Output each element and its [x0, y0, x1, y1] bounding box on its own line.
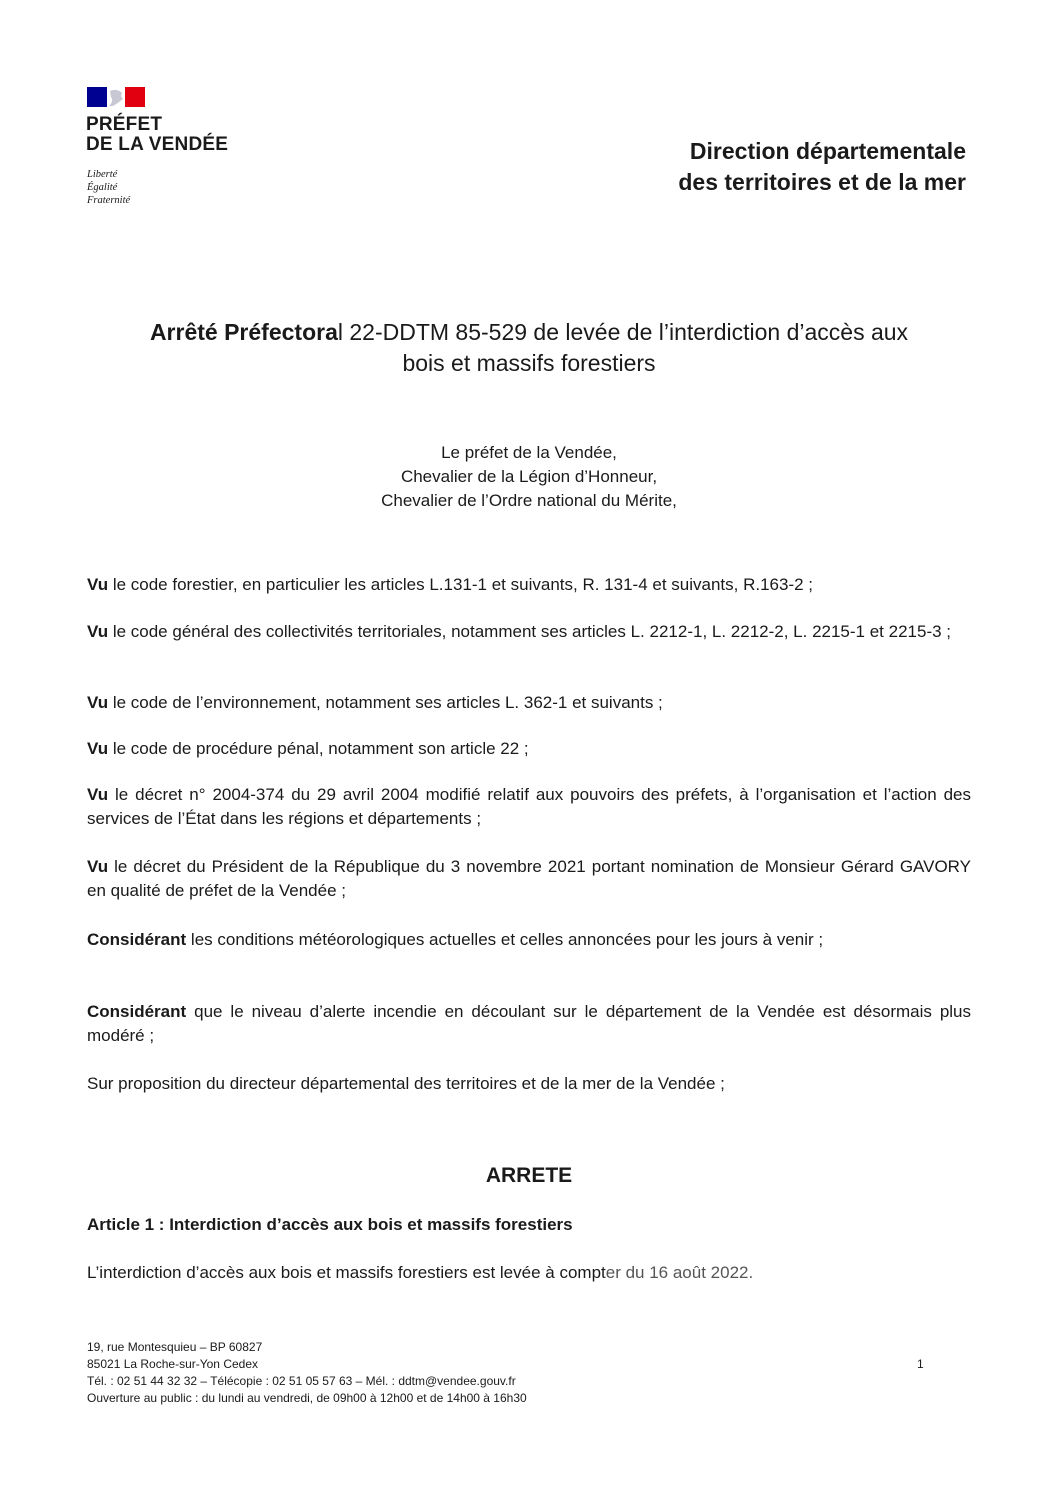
paragraph-text: le code général des collectivités territoriales, notamment ses articles L. 2212-1, L. 2212-2, L. 2215-1 et 2215-3 ; — [108, 622, 952, 641]
article-1-heading: Article 1 : Interdiction d’accès aux bois et massifs forestiers — [87, 1215, 573, 1234]
motto-fraternite: Fraternité — [87, 195, 131, 206]
paragraph-vu-code-procedure — [87, 737, 971, 761]
paragraph-keyword: Vu — [87, 739, 109, 758]
paragraph-keyword: Vu — [87, 785, 109, 804]
paragraph-considerant-alerte — [87, 1000, 971, 1048]
paragraph-text: le décret du Président de la République du 3 novembre 2021 portant nomination de Monsieur Gérard GAVORY en qualité de préfet de la Vendée ; — [87, 857, 971, 900]
page-number: 1 — [917, 1357, 924, 1371]
footer-line-1: 19, rue Montesquieu – BP 60827 — [87, 1340, 263, 1354]
article-1-text — [87, 1263, 753, 1283]
paragraph-vu-code-forestier — [87, 573, 971, 597]
article-1-text-main: L’interdiction d’accès aux bois et massifs forestiers est levée à compt — [87, 1263, 606, 1282]
footer-line-4: Ouverture au public : du lundi au vendredi, de 09h00 à 12h00 et de 14h00 à 16h30 — [87, 1391, 527, 1405]
motto-egalite: Égalité — [87, 182, 118, 193]
footer-line-2: 85021 La Roche-sur-Yon Cedex — [87, 1357, 259, 1371]
agency-name — [86, 115, 228, 155]
paragraph-text: les conditions météorologiques actuelles et celles annoncées pour les jours à venir ; — [186, 930, 824, 949]
prefect-line-2: Chevalier de la Légion d’Honneur, — [400, 467, 658, 486]
paragraph-vu-decret-2004 — [87, 783, 971, 831]
agency-line-2: DE LA VENDÉE — [86, 134, 229, 155]
republic-motto — [87, 168, 130, 207]
title-rest: l 22-DDTM 85-529 de levée de l’interdiction d’accès aux — [337, 319, 909, 345]
paragraph-keyword: Considérant — [87, 930, 187, 949]
title-bold: Arrêté Préfectora — [149, 319, 338, 345]
article-1-text-grey: er du 16 août 2022. — [605, 1263, 754, 1282]
paragraph-text: le code de procédure pénal, notamment son article 22 ; — [108, 739, 529, 758]
paragraph-vu-decret-nomination — [87, 855, 971, 903]
paragraph-text: le code forestier, en particulier les articles L.131-1 et suivants, R. 131-4 et suivants, R.163-2 ; — [108, 575, 814, 594]
motto-liberte: Liberté — [87, 169, 118, 180]
direction-heading — [678, 136, 966, 198]
paragraph-text: Sur proposition du directeur départemental des territoires et de la mer de la Vendée ; — [87, 1074, 725, 1093]
title-line-2: bois et massifs forestiers — [402, 350, 656, 376]
paragraph-text: le code de l’environnement, notamment ses articles L. 362-1 et suivants ; — [108, 693, 663, 712]
footer-address — [87, 1339, 527, 1407]
direction-line-2: des territoires et de la mer — [678, 169, 966, 195]
direction-line-1: Direction départementale — [689, 138, 966, 164]
paragraph-vu-code-collectivites — [87, 620, 971, 644]
prefect-block — [87, 441, 971, 513]
document-title — [87, 317, 971, 379]
paragraph-vu-code-environnement — [87, 691, 971, 715]
prefect-line-3: Chevalier de l’Ordre national du Mérite, — [381, 491, 677, 510]
paragraph-text: le décret n° 2004-374 du 29 avril 2004 modifié relatif aux pouvoirs des préfets, à l’organisation et l’action des services de l’État dans les régions et départements ; — [87, 785, 971, 828]
paragraph-keyword: Vu — [87, 575, 109, 594]
paragraph-considerant-meteo — [87, 928, 971, 952]
paragraph-keyword: Vu — [87, 693, 109, 712]
marianne-flag-logo — [87, 87, 145, 107]
arrete-heading: ARRETE — [485, 1164, 573, 1187]
prefect-line-1: Le préfet de la Vendée, — [441, 443, 617, 462]
paragraph-keyword: Considérant — [87, 1002, 187, 1021]
paragraph-keyword: Vu — [87, 622, 109, 641]
paragraph-text: que le niveau d’alerte incendie en découlant sur le département de la Vendée est désormais plus modéré ; — [87, 1002, 971, 1045]
title-line-1 — [87, 317, 971, 348]
agency-line-1: PRÉFET — [86, 114, 163, 135]
paragraph-sur-proposition — [87, 1072, 971, 1096]
footer-line-3: Tél. : 02 51 44 32 32 – Télécopie : 02 51 05 57 63 – Mél. : ddtm@vendee.gouv.fr — [87, 1374, 516, 1388]
paragraph-keyword: Vu — [87, 857, 109, 876]
